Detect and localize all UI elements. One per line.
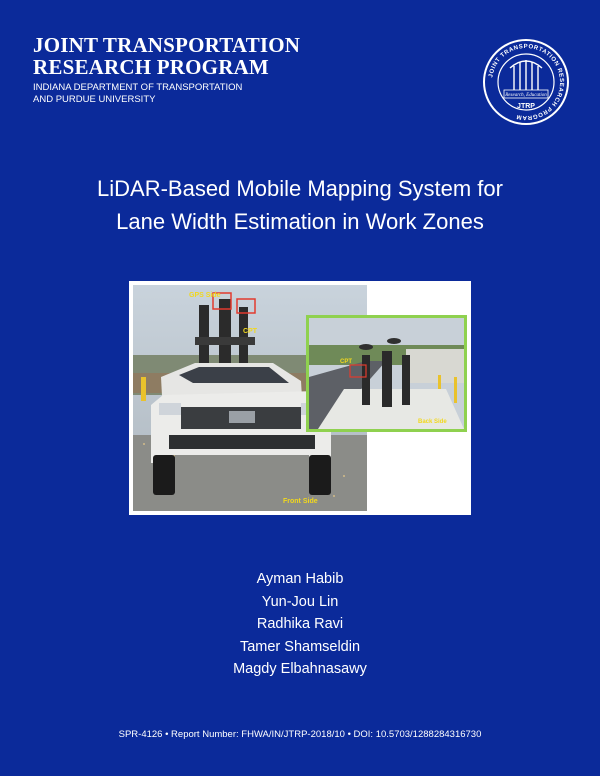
program-title-line-1: JOINT TRANSPORTATION [33, 33, 301, 57]
program-affiliation-line-2: AND PURDUE UNIVERSITY [33, 94, 156, 105]
report-title-line-2: Lane Width Estimation in Work Zones [116, 209, 484, 234]
inset-label-back: Back Side [418, 419, 447, 425]
report-title-line-1: LiDAR-Based Mobile Mapping System for [97, 176, 503, 201]
seal-ring-text: JOINT TRANSPORTATION RESEARCH PROGRAM [488, 43, 565, 121]
report-footer: SPR-4126 • Report Number: FHWA/IN/JTRP-2018/10 • DOI: 10.5703/1288284316730 [118, 729, 482, 740]
author-name: Radhika Ravi [256, 616, 344, 632]
program-title-line-2: RESEARCH PROGRAM [33, 55, 269, 79]
author-list [0, 568, 600, 681]
jtrp-seal-logo [482, 38, 570, 126]
seal-banner-text: Research, Education [505, 93, 547, 98]
photo-label-front: Front Side [283, 498, 318, 505]
photo-label-cpt: CPT [243, 328, 257, 335]
author-name: Yun-Jou Lin [261, 593, 339, 610]
truck-rear-inset-photo [306, 315, 467, 432]
photo-label-gps: GPS Side [189, 292, 221, 299]
author-name: Tamer Shamseldin [239, 638, 361, 655]
report-title [30, 172, 570, 238]
author-name: Ayman Habib [256, 571, 344, 587]
cover-photo [129, 281, 471, 515]
inset-label-cpt: CPT [340, 359, 352, 365]
program-title [33, 34, 300, 78]
seal-abbrev: JTRP [517, 103, 535, 110]
author-name: Magdy Elbahnasawy [233, 661, 367, 677]
program-affiliation-line-1: INDIANA DEPARTMENT OF TRANSPORTATION [33, 82, 243, 93]
program-affiliation [33, 82, 242, 106]
